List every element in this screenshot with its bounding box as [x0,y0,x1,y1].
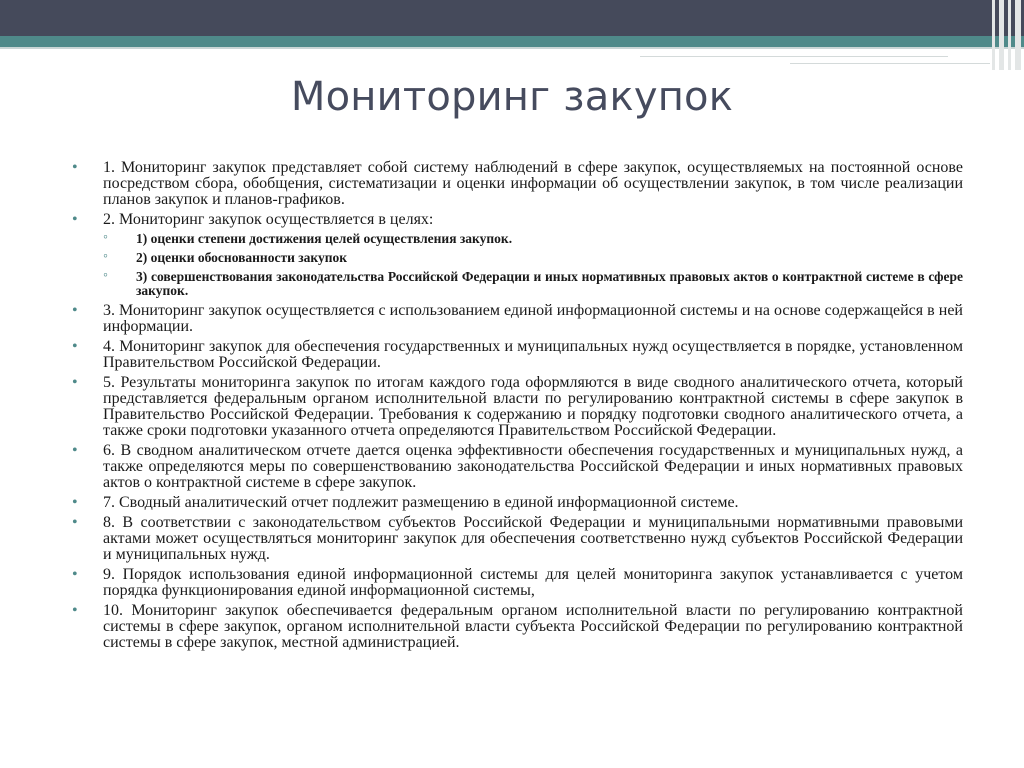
list-item: • 5. Результаты мониторинга закупок по итогам каждого года оформляются в виде сводного аналитического отчета, который представляется федеральным органом исполнительной власти по регулированию контрактной системы в сфере закупок в Правительство Российской Федерации. Требования к содержанию и порядку подготовки сводного аналитического отчета, а также сроки подготовки указанного отчета определяются Правительством Российской Федерации. [72,375,963,439]
list-item: • 4. Мониторинг закупок для обеспечения государственных и муниципальных нужд осуществляется в порядке, установленном Правительством Российской Федерации. [72,339,963,371]
list-item: • 9. Порядок использования единой информационной системы для целей мониторинга закупок устанавливается с учетом порядка функционирования единой информационной системы, [72,567,963,599]
list-item [72,212,963,298]
list-item: • 1. Мониторинг закупок представляет собой систему наблюдений в сфере закупок, осуществляемых на постоянной основе посредством сбора, обобщения, систематизации и оценки информации об осуществлении закупок, в том числе реализации планов закупок и планов-графиков. [72,160,963,208]
decorative-stripes [990,0,1024,70]
header-divider [0,47,1024,49]
list-item: • 8. В соответствии с законодательством субъектов Российской Федерации и муниципальными нормативными правовыми актами может осуществляться мониторинг закупок для обеспечения соответственно нужд субъектов Российской Федерации и муниципальных нужд. [72,515,963,563]
list-item: • 6. В сводном аналитическом отчете дается оценка эффективности обеспечения государственных и муниципальных нужд, а также определяются меры по совершенствованию законодательства Российской Федерации и иных нормативных правовых актов о контрактной системе в сфере закупок. [72,443,963,491]
list-item-text: 2. Мониторинг закупок осуществляется в целях: [103,211,434,228]
slide-title: Мониторинг закупок [290,74,734,120]
decorative-line [640,56,948,57]
list-item: • 10. Мониторинг закупок обеспечивается федеральным органом исполнительной власти по регулированию контрактной системы в сфере закупок, органом исполнительной власти субъекта Российской Федерации по регулированию контрактной системы в сфере закупок, местной администрацией. [72,603,963,651]
sub-list-item: ◦ 3) совершенствования законодательства Российской Федерации и иных нормативных правовых актов о контрактной системе в сфере закупок. [103,270,963,298]
header-accent-band [0,36,1024,47]
sub-list-item: ◦ 1) оценки степени достижения целей осуществления закупок. [103,232,963,246]
list-item: • 7. Сводный аналитический отчет подлежит размещению в единой информационной системе. [72,495,963,511]
sub-list [103,232,963,298]
sub-list-item: ◦ 2) оценки обоснованности закупок [103,251,963,265]
header-bar [0,0,1024,36]
decorative-line [790,63,990,64]
list-item: • 3. Мониторинг закупок осуществляется с использованием единой информационной системы и на основе содержащейся в ней информации. [72,303,963,335]
bullet-list [72,160,963,655]
